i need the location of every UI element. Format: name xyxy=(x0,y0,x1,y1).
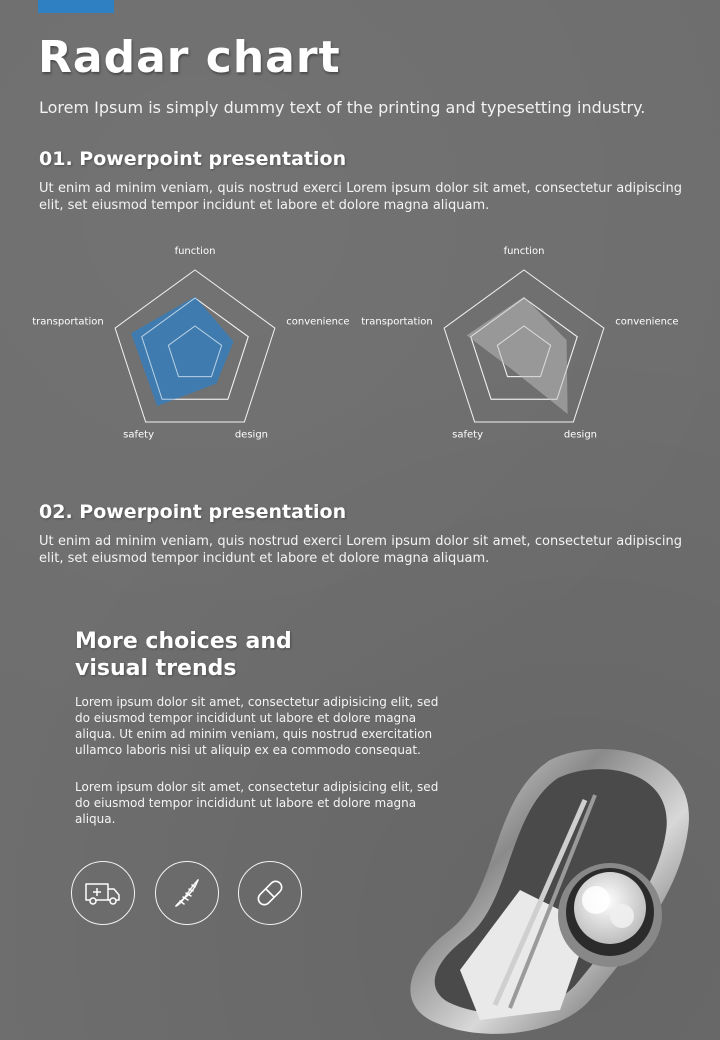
radar-axis-label-function: function xyxy=(174,246,216,257)
promo-paragraph-2: Lorem ipsum dolor sit amet, consectetur adipisicing elit, sed do eiusmod tempor incididunt ut labore et dolore magna aliqua. xyxy=(75,780,439,826)
radar-axis-label-transportation: transportation xyxy=(32,316,104,328)
radar-axis-label-design: design xyxy=(563,429,598,441)
page-subtitle: Lorem Ipsum is simply dummy text of the printing and typesetting industry. xyxy=(39,98,646,117)
promo-paragraph-1: Lorem ipsum dolor sit amet, consectetur adipisicing elit, sed do eiusmod tempor incididunt ut labore et dolore magna aliqua. Ut enim ad minim veniam, quis nostrud exercitation ullamco laboris nisi ut aliquip ex ea commodo consequat. xyxy=(75,695,439,757)
accent-bar xyxy=(38,0,114,13)
pill-icon-circle xyxy=(238,861,302,925)
promo-title xyxy=(75,628,335,682)
dna-icon-circle xyxy=(155,861,219,925)
promo-title-line1: More choices and xyxy=(75,629,292,654)
radar-axis-label-safety: safety xyxy=(123,429,155,441)
radar-series-area xyxy=(467,297,568,414)
radar-axis-label-convenience: convenience xyxy=(615,316,679,328)
page-title: Radar chart xyxy=(38,32,341,83)
radar-chart-1 xyxy=(32,246,355,442)
ambulance-icon xyxy=(84,878,122,908)
section-2-heading: 02. Powerpoint presentation xyxy=(39,501,347,523)
section-1-heading: 01. Powerpoint presentation xyxy=(39,148,347,170)
kidney-tray-photo xyxy=(400,740,720,1040)
radar-axis-label-design: design xyxy=(234,429,269,441)
radar-axis-label-safety: safety xyxy=(452,429,484,441)
radar-axis-label-function: function xyxy=(503,246,545,257)
radar-chart-2 xyxy=(361,246,684,442)
radar-axis-label-transportation: transportation xyxy=(361,316,433,328)
pill-icon xyxy=(252,875,288,911)
section-2-body: Ut enim ad minim veniam, quis nostrud exerci Lorem ipsum dolor sit amet, consectetur adipiscing elit, set eiusmod tempor incidunt et labore et dolore magna aliquam. xyxy=(39,534,682,566)
section-1-body: Ut enim ad minim veniam, quis nostrud exerci Lorem ipsum dolor sit amet, consectetur adipiscing elit, set eiusmod tempor incidunt et labore et dolore magna aliquam. xyxy=(39,181,682,213)
dna-icon xyxy=(170,876,204,910)
ambulance-icon-circle xyxy=(71,861,135,925)
promo-title-line2: visual trends xyxy=(75,656,237,681)
radar-axis-label-convenience: convenience xyxy=(286,316,350,328)
